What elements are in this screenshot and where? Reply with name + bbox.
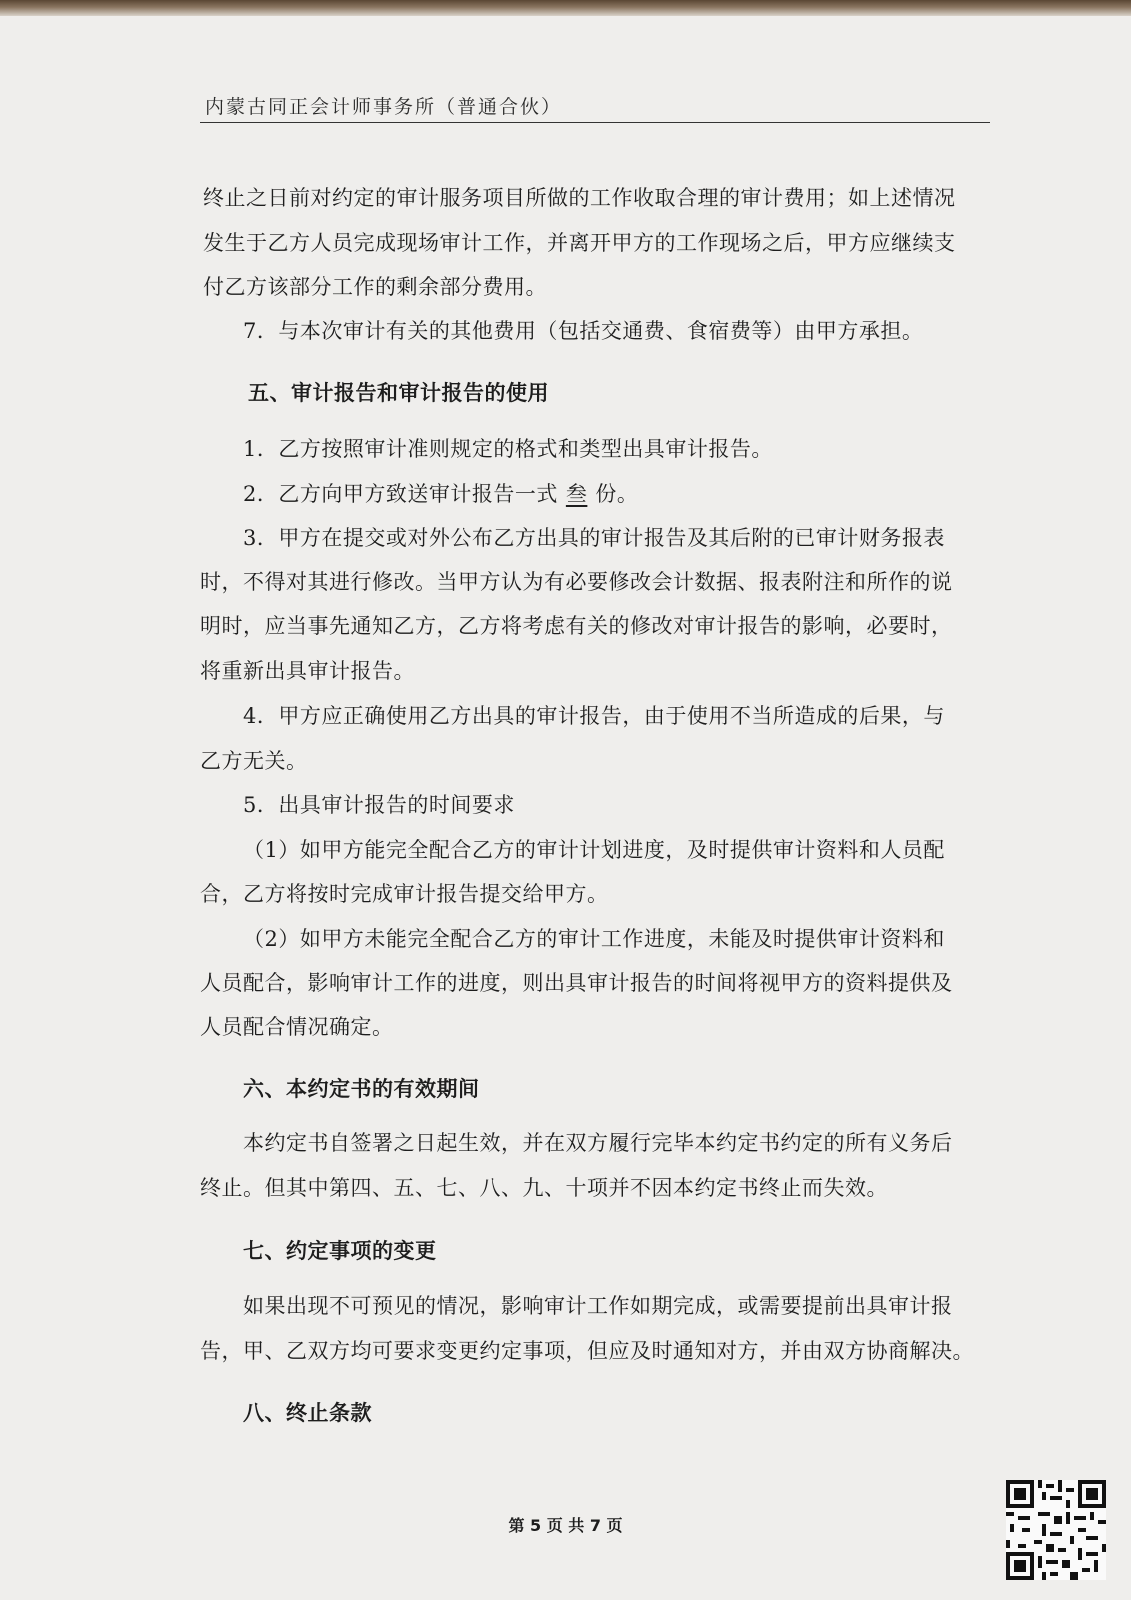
body-line: 发生于乙方人员完成现场审计工作，并离开甲方的工作现场之后，甲方应继续支 — [203, 231, 956, 255]
copies-prefix: 2．乙方向甲方致送审计报告一式 — [243, 482, 558, 506]
body-line: 终止。但其中第四、五、七、八、九、十项并不因本约定书终止而失效。 — [200, 1176, 888, 1200]
scan-top-edge — [0, 0, 1131, 16]
body-line: （2）如甲方未能完全配合乙方的审计工作进度，未能及时提供审计资料和 — [243, 927, 945, 951]
qr-code-icon — [1006, 1480, 1106, 1580]
body-line: 明时，应当事先通知乙方，乙方将考虑有关的修改对审计报告的影响，必要时， — [200, 614, 953, 638]
section-heading-5: 五、审计报告和审计报告的使用 — [248, 380, 549, 405]
body-line: （1）如甲方能完全配合乙方的审计计划进度，及时提供审计资料和人员配 — [243, 838, 945, 862]
body-line: 人员配合，影响审计工作的进度，则出具审计报告的时间将视甲方的资料提供及 — [200, 971, 953, 995]
body-line: 本约定书自签署之日起生效，并在双方履行完毕本约定书约定的所有义务后 — [243, 1131, 953, 1155]
section-heading-8: 八、终止条款 — [243, 1400, 372, 1425]
body-line-copies — [243, 472, 638, 517]
body-line: 时，不得对其进行修改。当甲方认为有必要修改会计数据、报表附注和所作的说 — [200, 570, 953, 594]
body-line: 5．出具审计报告的时间要求 — [243, 793, 515, 817]
firm-header: 内蒙古同正会计师事务所（普通合伙） — [205, 96, 563, 118]
section-heading-6: 六、本约定书的有效期间 — [243, 1076, 480, 1101]
body-line: 将重新出具审计报告。 — [200, 659, 415, 683]
page-number: 第 5 页 共 7 页 — [508, 1516, 623, 1535]
body-line: 如果出现不可预见的情况，影响审计工作如期完成，或需要提前出具审计报 — [243, 1294, 953, 1318]
body-line: 付乙方该部分工作的剩余部分费用。 — [203, 275, 547, 299]
body-line: 告，甲、乙双方均可要求变更约定事项，但应及时通知对方，并由双方协商解决。 — [200, 1339, 974, 1363]
copies-count: 叁 — [565, 482, 588, 506]
body-line: 1．乙方按照审计准则规定的格式和类型出具审计报告。 — [243, 437, 773, 461]
body-line: 4．甲方应正确使用乙方出具的审计报告，由于使用不当所造成的后果，与 — [243, 704, 945, 728]
body-line: 终止之日前对约定的审计服务项目所做的工作收取合理的审计费用；如上述情况 — [203, 186, 956, 210]
body-line: 人员配合情况确定。 — [200, 1015, 394, 1039]
header-rule — [200, 122, 990, 123]
copies-suffix: 份。 — [595, 482, 639, 506]
body-line: 合，乙方将按时完成审计报告提交给甲方。 — [200, 882, 609, 906]
body-line: 乙方无关。 — [200, 749, 308, 773]
body-line: 3．甲方在提交或对外公布乙方出具的审计报告及其后附的已审计财务报表 — [243, 526, 945, 550]
body-line: 7．与本次审计有关的其他费用（包括交通费、食宿费等）由甲方承担。 — [243, 319, 924, 343]
section-heading-7: 七、约定事项的变更 — [243, 1238, 437, 1263]
